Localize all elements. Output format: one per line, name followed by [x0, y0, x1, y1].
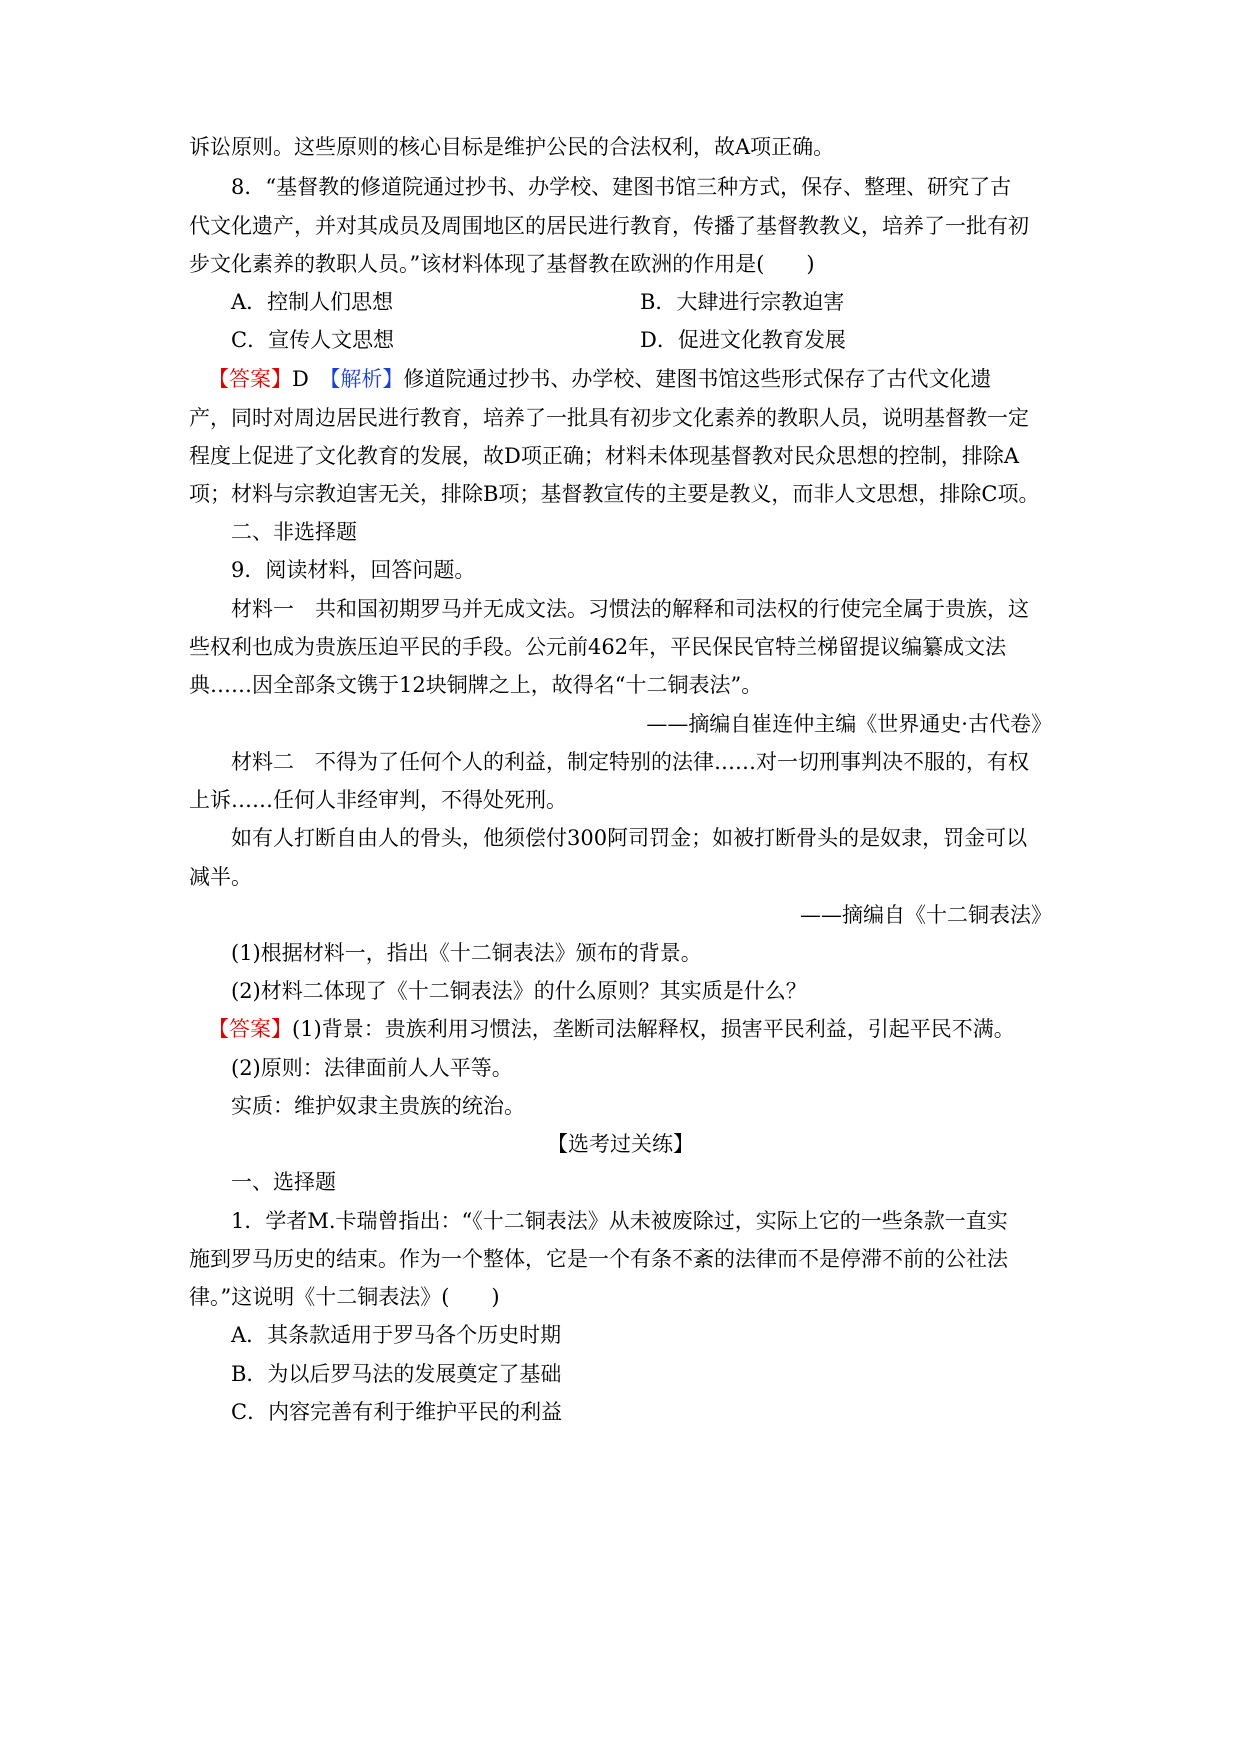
material-2: 材料二 不得为了任何个人的利益，制定特别的法律……对一切刑事判决不服的，有权: [231, 750, 1029, 774]
material-2-source: ——摘编自《十二铜表法》: [800, 903, 1052, 927]
q1-option-c: C．内容完善有利于维护平民的利益: [231, 1400, 563, 1424]
analysis-tag: 【解析】: [329, 367, 404, 391]
text-line: 代文化遗产，并对其成员及周围地区的居民进行教育，传播了基督教教义，培养了一批有初: [189, 214, 1029, 238]
question-1-stem: 1．学者M.卡瑞曾指出：“《十二铜表法》从未被废除过，实际上它的一些条款一直实: [231, 1209, 1008, 1233]
q8-option-d: D．促进文化教育发展: [640, 328, 846, 352]
question-9-stem: 9．阅读材料，回答问题。: [231, 558, 476, 582]
text-line: 项；材料与宗教迫害无关，排除B项；基督教宣传的主要是教义，而非人文思想，排除C项。: [189, 482, 1040, 506]
question-9-part-2: (2)材料二体现了《十二铜表法》的什么原则？其实质是什么？: [231, 979, 807, 1003]
text-line: 上诉……任何人非经审判，不得处死刑。: [189, 788, 567, 812]
section-title: 【选考过关练】: [547, 1132, 694, 1156]
material-1-source: ——摘编自崔连仲主编《世界通史·古代卷》: [646, 712, 1052, 736]
q1-option-a: A．其条款适用于罗马各个历史时期: [231, 1323, 562, 1347]
q9-answer-line: [208, 1016, 1015, 1042]
text-line: 些权利也成为贵族压迫平民的手段。公元前462年，平民保民官特兰梯留提议编纂成文法: [189, 635, 1007, 659]
q8-option-b: B．大肆进行宗教迫害: [640, 290, 845, 314]
answer-value: D: [292, 367, 330, 391]
text-line: 典……因全部条文镌于12块铜牌之上，故得名“十二铜表法”。: [189, 673, 763, 697]
text-line: 施到罗马历史的结束。作为一个整体，它是一个有条不紊的法律而不是停滞不前的公社法: [189, 1247, 1008, 1271]
text-line: 律。”这说明《十二铜表法》( ): [189, 1285, 500, 1309]
analysis-text: 修道院通过抄书、办学校、建图书馆这些形式保存了古代文化遗: [403, 367, 992, 391]
answer-tag: 【答案】: [208, 1017, 292, 1041]
q8-option-c: C．宣传人文思想: [231, 328, 395, 352]
answer-text: (1)背景：贵族利用习惯法，垄断司法解释权，损害平民利益，引起平民不满。: [292, 1017, 1015, 1041]
text-line: 诉讼原则。这些原则的核心目标是维护公民的合法权利，故A项正确。: [189, 135, 835, 159]
text-line: 如有人打断自由人的骨头，他须偿付300阿司罚金；如被打断骨头的是奴隶，罚金可以: [231, 826, 1028, 850]
answer-tag: 【答案】: [208, 367, 292, 391]
text-line: (2)原则：法律面前人人平等。: [231, 1056, 513, 1080]
text-line: 程度上促进了文化教育的发展，故D项正确；材料未体现基督教对民众思想的控制，排除A: [189, 444, 1019, 468]
text-line: 实质：维护奴隶主贵族的统治。: [231, 1094, 525, 1118]
text-line: 减半。: [189, 865, 252, 889]
text-line: 产，同时对周边居民进行教育，培养了一批具有初步文化素养的教职人员，说明基督教一定: [189, 406, 1029, 430]
q8-answer-line: [208, 366, 991, 392]
question-8-stem: 8．“基督教的修道院通过抄书、办学校、建图书馆三种方式，保存、整理、研究了古: [231, 175, 1012, 199]
material-1: 材料一 共和国初期罗马并无成文法。习惯法的解释和司法权的行使完全属于贵族，这: [231, 597, 1029, 621]
question-9-part-1: (1)根据材料一，指出《十二铜表法》颁布的背景。: [231, 941, 702, 965]
section-heading: 二、非选择题: [231, 520, 357, 544]
q1-option-b: B．为以后罗马法的发展奠定了基础: [231, 1362, 562, 1386]
text-line: 步文化素养的教职人员。”该材料体现了基督教在欧洲的作用是( ): [189, 252, 815, 276]
section-heading: 一、选择题: [231, 1170, 336, 1194]
q8-option-a: A．控制人们思想: [231, 290, 394, 314]
